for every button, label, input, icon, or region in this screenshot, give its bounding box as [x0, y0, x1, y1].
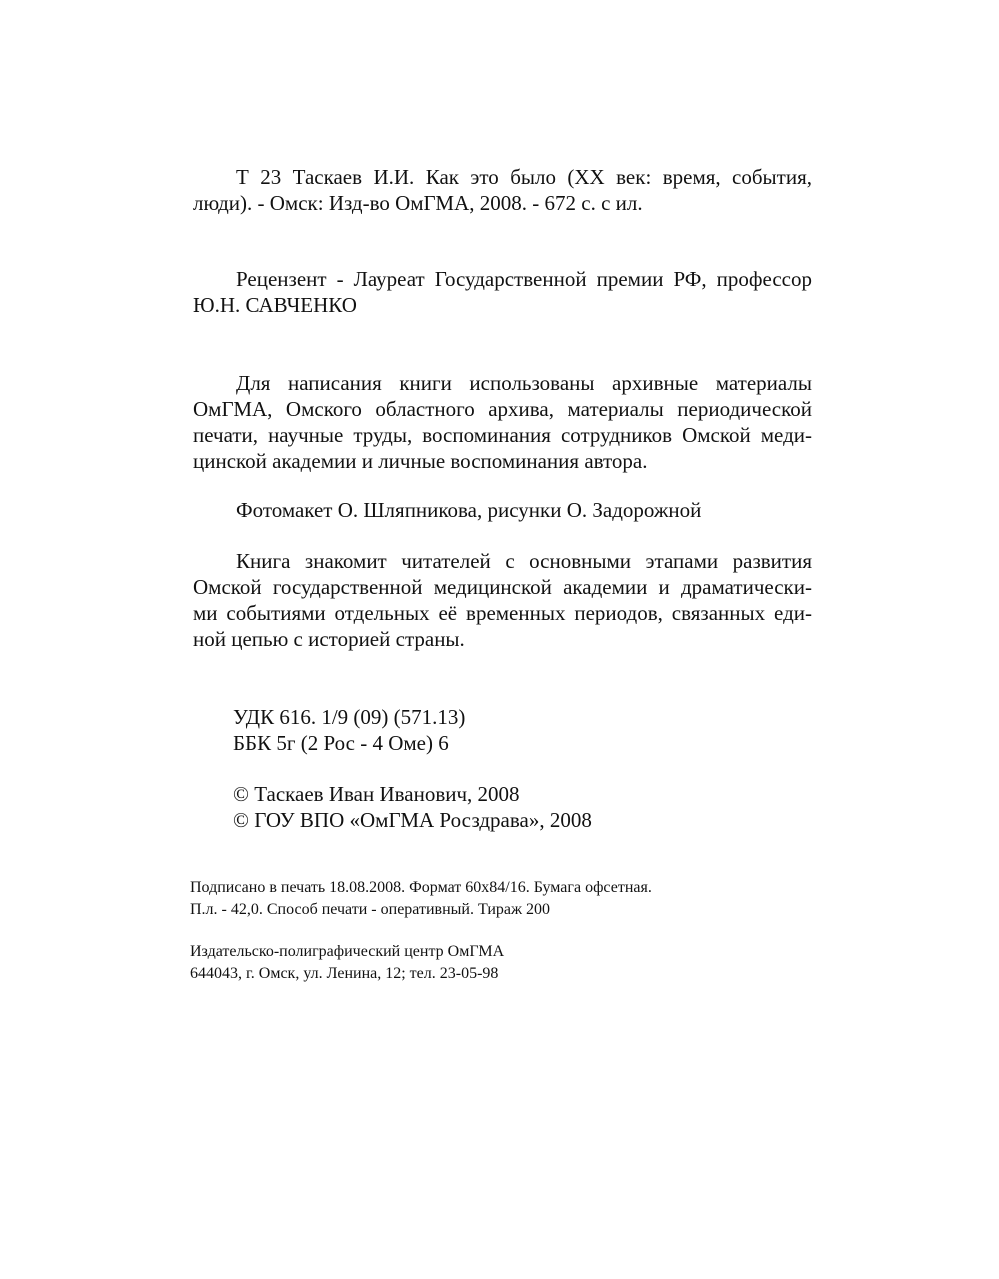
sources-paragraph-line-3: печати, научные труды, воспоминания сотрудников Омской меди- [193, 423, 812, 447]
print-info-line-2: П.л. - 42,0. Способ печати - оперативный. Тираж 200 [190, 901, 551, 918]
bibliographic-entry-line-2: люди). - Омск: Изд-во ОмГМА, 2008. - 672 с. с ил. [193, 191, 643, 215]
reviewer-line-2: Ю.Н. САВЧЕНКО [193, 293, 357, 317]
credits-line: Фотомакет О. Шляпникова, рисунки О. Задорожной [236, 498, 702, 522]
copyright-line-2: © ГОУ ВПО «ОмГМА Росздрава», 2008 [233, 808, 592, 832]
print-info-line-1: Подписано в печать 18.08.2008. Формат 60х84/16. Бумага офсетная. [190, 879, 652, 896]
annotation-line-1: Книга знакомит читателей с основными этапами развития [236, 549, 812, 573]
reviewer-line-1: Рецензент - Лауреат Государственной премии РФ, профессор [236, 267, 812, 291]
publisher-info-line-1: Издательско-полиграфический центр ОмГМА [190, 943, 505, 960]
annotation-line-2: Омской государственной медицинской академии и драматически- [193, 575, 812, 599]
annotation-line-3: ми событиями отдельных её временных периодов, связанных еди- [193, 601, 812, 625]
udk-code: УДК 616. 1/9 (09) (571.13) [233, 705, 466, 729]
annotation-line-4: ной цепью с историей страны. [193, 627, 465, 651]
sources-paragraph-line-4: цинской академии и личные воспоминания автора. [193, 449, 648, 473]
bibliographic-entry-line-1: Т 23 Таскаев И.И. Как это было (XX век: время, события, [236, 165, 812, 189]
copyright-line-1: © Таскаев Иван Иванович, 2008 [233, 782, 520, 806]
sources-paragraph-line-1: Для написания книги использованы архивные материалы [236, 371, 812, 395]
publisher-info-line-2: 644043, г. Омск, ул. Ленина, 12; тел. 23-05-98 [190, 965, 499, 982]
bbk-code: ББК 5г (2 Рос - 4 Оме) 6 [233, 731, 449, 755]
sources-paragraph-line-2: ОмГМА, Омского областного архива, материалы периодической [193, 397, 812, 421]
